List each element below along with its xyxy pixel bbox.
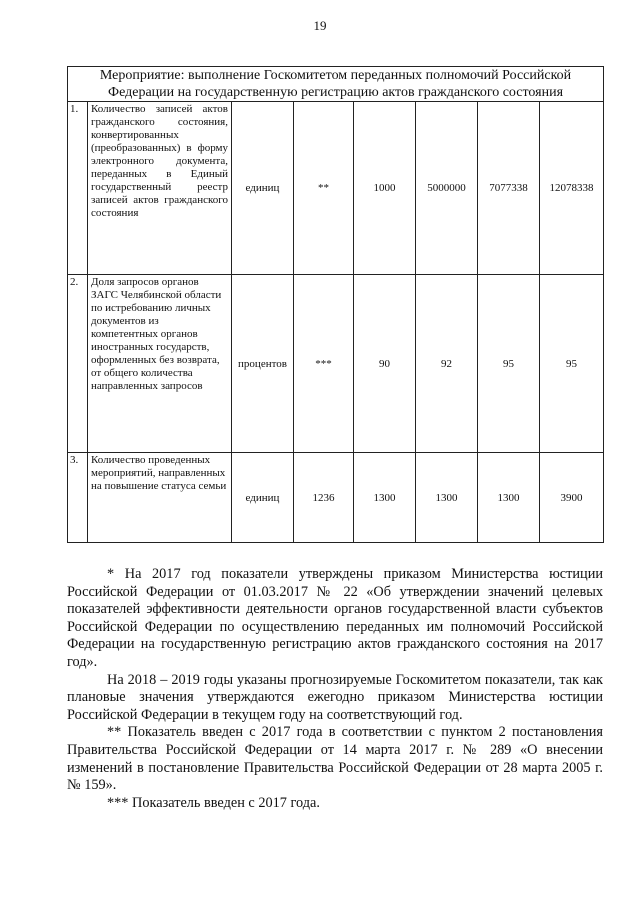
- row-description: Количество проведенных мероприятий, направленных на повышение статуса семьи: [88, 453, 232, 543]
- row-unit: единиц: [232, 102, 294, 275]
- table-row: [68, 453, 604, 543]
- row-value: 1300: [478, 453, 540, 543]
- footnote-triple-asterisk: *** Показатель введен с 2017 года.: [107, 794, 320, 811]
- table-row: [68, 102, 604, 275]
- table-heading: Мероприятие: выполнение Госкомитетом переданных полномочий Российской Федерации на государственную регистрацию актов гражданского состояния: [68, 67, 604, 102]
- row-value: 92: [416, 275, 478, 453]
- row-description: Количество записей актов гражданского состояния, конвертированных (преобразованных) в форму электронного документа, переданных в Единый государственный реестр записей актов гражданского состояния: [88, 102, 232, 275]
- row-value: 3900: [540, 453, 604, 543]
- table-heading-row: [68, 67, 604, 102]
- row-value: 5000000: [416, 102, 478, 275]
- row-value: 12078338: [540, 102, 604, 275]
- note-forecast: На 2018 – 2019 годы указаны прогнозируемые Госкомитетом показатели, так как плановые значения утверждаются ежегодно приказом Министерства юстиции Российской Федерации в текущем году на соответствующий год.: [67, 671, 603, 723]
- row-value: 95: [478, 275, 540, 453]
- row-value: 95: [540, 275, 604, 453]
- page-number: 19: [313, 18, 327, 33]
- table-row: [68, 275, 604, 453]
- footnote-single-asterisk: * На 2017 год показатели утверждены приказом Министерства юстиции Российской Федерации от 01.03.2017 № 22 «Об утверждении значений целевых показателей эффективности деятельности органов государственной власти субъектов Российской Федерации по осуществлению переданных им полномочий Российской Федерации на государственную регистрацию актов гражданского состояния на 2017 год».: [67, 566, 603, 670]
- row-value: **: [294, 102, 354, 275]
- indicators-table: [67, 66, 604, 543]
- row-value: 1236: [294, 453, 354, 543]
- row-value: 1000: [354, 102, 416, 275]
- row-number: 2.: [68, 275, 88, 453]
- row-unit: единиц: [232, 453, 294, 543]
- row-value: 7077338: [478, 102, 540, 275]
- row-number: 1.: [68, 102, 88, 275]
- row-value: ***: [294, 275, 354, 453]
- row-description: Доля запросов органов ЗАГС Челябинской области по истребованию личных документов из компетентных органов иностранных государств, оформленных без возврата, от общего количества направленных запросов: [88, 275, 232, 453]
- row-number: 3.: [68, 453, 88, 543]
- row-value: 1300: [416, 453, 478, 543]
- footnotes: [67, 566, 603, 812]
- row-unit: процентов: [232, 275, 294, 453]
- footnote-double-asterisk: ** Показатель введен с 2017 года в соответствии с пунктом 2 постановления Правительства Российской Федерации от 14 марта 2017 г. № 289 «О внесении изменений в постановление Правительства Российской Федерации от 28 марта 2005 г. № 159».: [67, 724, 603, 794]
- row-value: 1300: [354, 453, 416, 543]
- row-value: 90: [354, 275, 416, 453]
